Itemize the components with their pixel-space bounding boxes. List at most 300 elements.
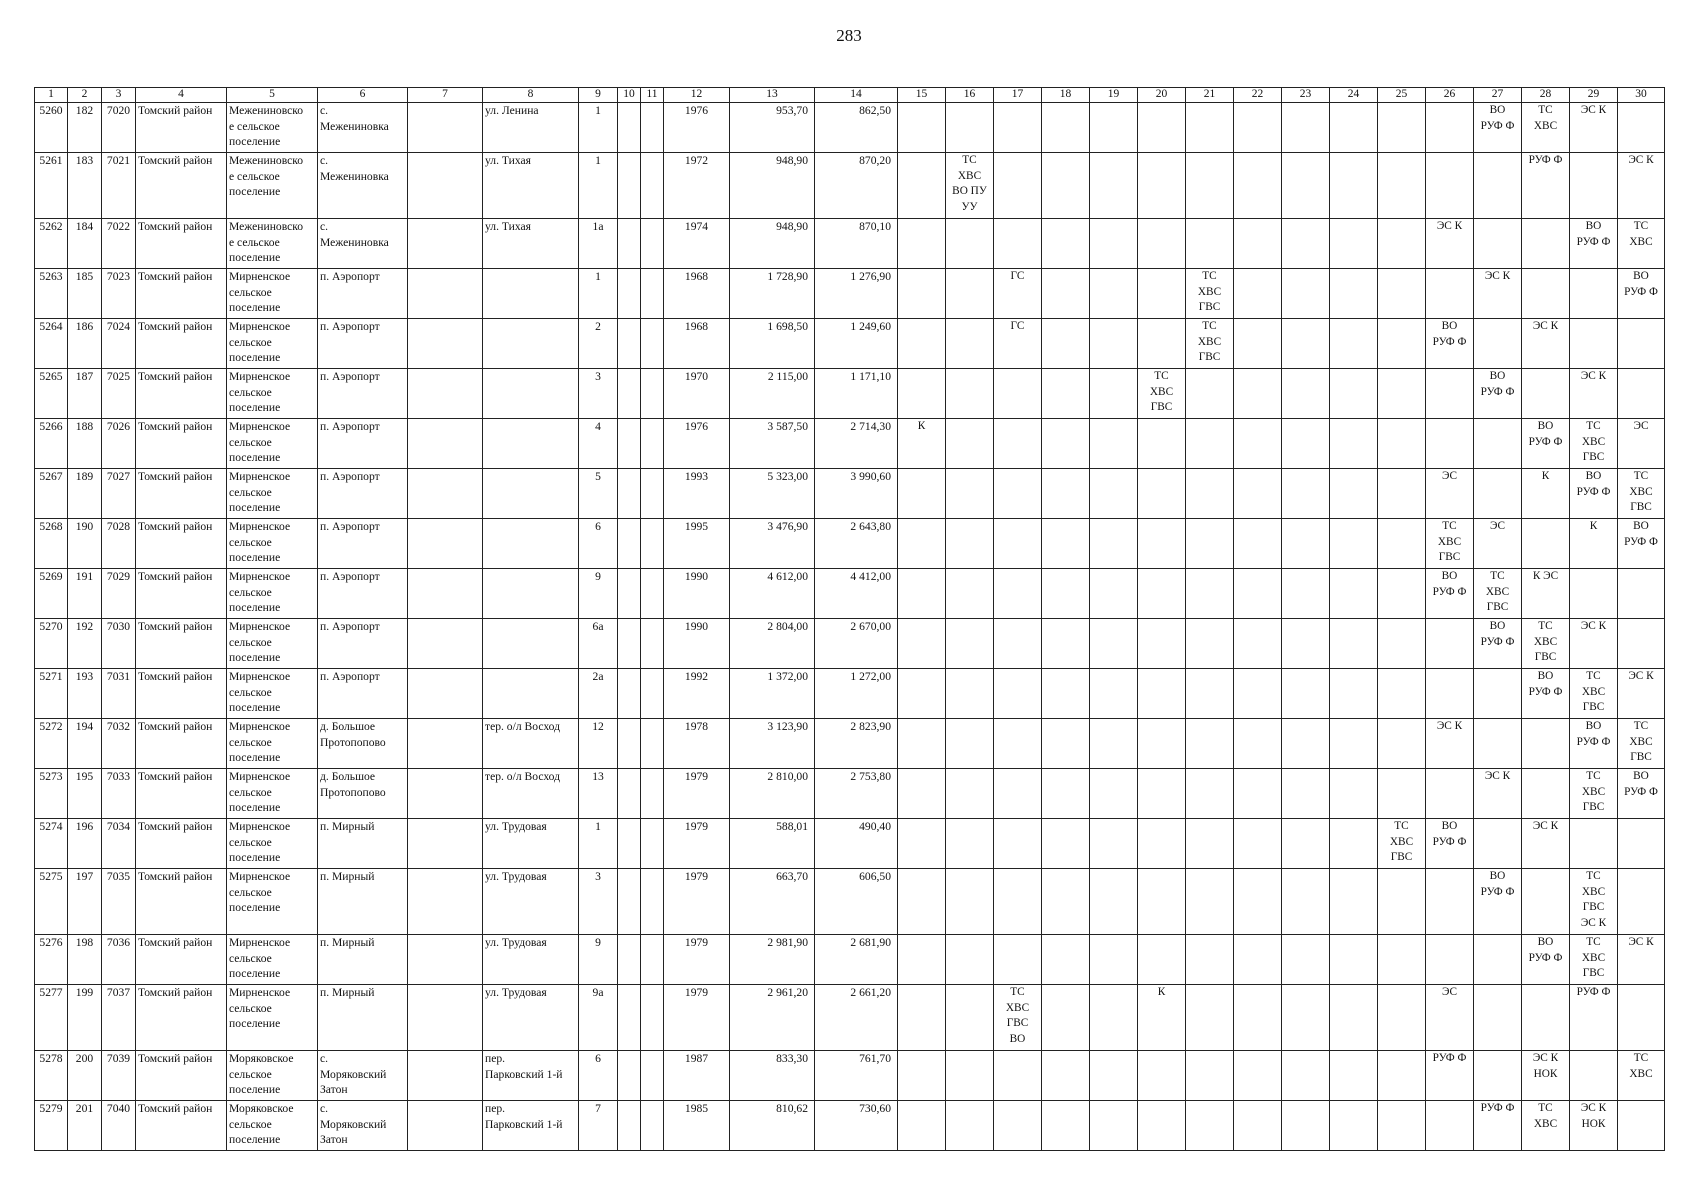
cell-col-24 xyxy=(1330,1051,1378,1101)
cell-col-8: ул. Тихая xyxy=(483,219,579,269)
cell-col-30 xyxy=(1618,369,1665,419)
cell-col-5: Мирненское сельское поселение xyxy=(227,469,318,519)
cell-col-1: 5275 xyxy=(35,869,68,935)
cell-col-17 xyxy=(994,935,1042,985)
cell-col-7 xyxy=(408,985,483,1051)
cell-col-29: ВО РУФ Ф xyxy=(1570,469,1618,519)
cell-col-18 xyxy=(1042,219,1090,269)
cell-col-5: Мирненское сельское поселение xyxy=(227,869,318,935)
cell-col-11 xyxy=(641,719,664,769)
cell-col-16 xyxy=(946,935,994,985)
cell-col-30 xyxy=(1618,985,1665,1051)
cell-col-5: Мирненское сельское поселение xyxy=(227,569,318,619)
cell-col-26: РУФ Ф xyxy=(1426,1051,1474,1101)
cell-col-4: Томский район xyxy=(136,419,227,469)
cell-col-15 xyxy=(898,869,946,935)
cell-col-22 xyxy=(1234,269,1282,319)
cell-col-10 xyxy=(618,669,641,719)
cell-col-13: 2 981,90 xyxy=(730,935,815,985)
cell-col-10 xyxy=(618,569,641,619)
cell-col-4: Томский район xyxy=(136,935,227,985)
cell-col-21 xyxy=(1186,419,1234,469)
cell-col-21 xyxy=(1186,769,1234,819)
cell-col-12: 1968 xyxy=(664,269,730,319)
cell-col-28 xyxy=(1522,219,1570,269)
column-header-20: 20 xyxy=(1138,88,1186,103)
cell-col-17 xyxy=(994,719,1042,769)
column-header-11: 11 xyxy=(641,88,664,103)
cell-col-13: 3 587,50 xyxy=(730,419,815,469)
column-header-6: 6 xyxy=(318,88,408,103)
cell-col-22 xyxy=(1234,985,1282,1051)
cell-col-20 xyxy=(1138,619,1186,669)
cell-col-27: ЭС К xyxy=(1474,769,1522,819)
cell-col-4: Томский район xyxy=(136,369,227,419)
cell-col-16 xyxy=(946,1051,994,1101)
cell-col-4: Томский район xyxy=(136,219,227,269)
cell-col-3: 7032 xyxy=(102,719,136,769)
cell-col-14: 761,70 xyxy=(815,1051,898,1101)
cell-col-4: Томский район xyxy=(136,1051,227,1101)
column-header-23: 23 xyxy=(1282,88,1330,103)
cell-col-6: п. Мирный xyxy=(318,935,408,985)
cell-col-19 xyxy=(1090,1051,1138,1101)
cell-col-8: пер. Парковский 1-й xyxy=(483,1051,579,1101)
cell-col-24 xyxy=(1330,819,1378,869)
cell-col-10 xyxy=(618,103,641,153)
cell-col-7 xyxy=(408,103,483,153)
cell-col-7 xyxy=(408,319,483,369)
cell-col-20: К xyxy=(1138,985,1186,1051)
cell-col-6: п. Мирный xyxy=(318,869,408,935)
cell-col-22 xyxy=(1234,1101,1282,1151)
cell-col-23 xyxy=(1282,219,1330,269)
cell-col-1: 5260 xyxy=(35,103,68,153)
cell-col-23 xyxy=(1282,269,1330,319)
cell-col-27 xyxy=(1474,153,1522,219)
cell-col-17 xyxy=(994,219,1042,269)
cell-col-23 xyxy=(1282,719,1330,769)
cell-col-13: 5 323,00 xyxy=(730,469,815,519)
cell-col-24 xyxy=(1330,985,1378,1051)
cell-col-17 xyxy=(994,669,1042,719)
cell-col-8 xyxy=(483,469,579,519)
cell-col-12: 1979 xyxy=(664,935,730,985)
cell-col-3: 7040 xyxy=(102,1101,136,1151)
cell-col-23 xyxy=(1282,569,1330,619)
cell-col-5: Межениновско е сельское поселение xyxy=(227,153,318,219)
cell-col-2: 182 xyxy=(68,103,102,153)
cell-col-14: 862,50 xyxy=(815,103,898,153)
cell-col-2: 187 xyxy=(68,369,102,419)
cell-col-19 xyxy=(1090,769,1138,819)
cell-col-30: ТС ХВС ГВС xyxy=(1618,719,1665,769)
cell-col-13: 948,90 xyxy=(730,153,815,219)
cell-col-1: 5278 xyxy=(35,1051,68,1101)
table-row xyxy=(35,219,1665,269)
table-row xyxy=(35,769,1665,819)
cell-col-15 xyxy=(898,1051,946,1101)
cell-col-30 xyxy=(1618,619,1665,669)
cell-col-30 xyxy=(1618,1101,1665,1151)
cell-col-8: ул. Ленина xyxy=(483,103,579,153)
cell-col-5: Мирненское сельское поселение xyxy=(227,719,318,769)
cell-col-6: п. Аэропорт xyxy=(318,569,408,619)
cell-col-27 xyxy=(1474,219,1522,269)
cell-col-2: 185 xyxy=(68,269,102,319)
cell-col-24 xyxy=(1330,935,1378,985)
cell-col-19 xyxy=(1090,569,1138,619)
cell-col-14: 2 661,20 xyxy=(815,985,898,1051)
cell-col-15 xyxy=(898,319,946,369)
cell-col-26: ЭС xyxy=(1426,985,1474,1051)
cell-col-15 xyxy=(898,1101,946,1151)
cell-col-23 xyxy=(1282,985,1330,1051)
cell-col-8: ул. Трудовая xyxy=(483,985,579,1051)
column-header-10: 10 xyxy=(618,88,641,103)
cell-col-27 xyxy=(1474,419,1522,469)
cell-col-7 xyxy=(408,669,483,719)
cell-col-28: ВО РУФ Ф xyxy=(1522,669,1570,719)
cell-col-28 xyxy=(1522,719,1570,769)
cell-col-28: ТС ХВС ГВС xyxy=(1522,619,1570,669)
cell-col-2: 198 xyxy=(68,935,102,985)
cell-col-7 xyxy=(408,619,483,669)
cell-col-28: К xyxy=(1522,469,1570,519)
cell-col-18 xyxy=(1042,369,1090,419)
cell-col-22 xyxy=(1234,619,1282,669)
cell-col-6: п. Мирный xyxy=(318,985,408,1051)
cell-col-30: ЭС К xyxy=(1618,153,1665,219)
cell-col-1: 5271 xyxy=(35,669,68,719)
cell-col-5: Мирненское сельское поселение xyxy=(227,769,318,819)
cell-col-22 xyxy=(1234,869,1282,935)
cell-col-14: 4 412,00 xyxy=(815,569,898,619)
cell-col-26 xyxy=(1426,769,1474,819)
cell-col-12: 1979 xyxy=(664,869,730,935)
cell-col-3: 7029 xyxy=(102,569,136,619)
cell-col-20 xyxy=(1138,869,1186,935)
cell-col-2: 195 xyxy=(68,769,102,819)
cell-col-17 xyxy=(994,869,1042,935)
cell-col-27: ВО РУФ Ф xyxy=(1474,369,1522,419)
cell-col-6: п. Аэропорт xyxy=(318,369,408,419)
table-body xyxy=(35,103,1665,1151)
cell-col-14: 870,10 xyxy=(815,219,898,269)
cell-col-21 xyxy=(1186,569,1234,619)
cell-col-10 xyxy=(618,1051,641,1101)
cell-col-9: 4 xyxy=(579,419,618,469)
cell-col-10 xyxy=(618,1101,641,1151)
cell-col-27 xyxy=(1474,935,1522,985)
cell-col-22 xyxy=(1234,819,1282,869)
cell-col-13: 2 961,20 xyxy=(730,985,815,1051)
cell-col-19 xyxy=(1090,619,1138,669)
cell-col-20 xyxy=(1138,819,1186,869)
cell-col-19 xyxy=(1090,519,1138,569)
cell-col-26: ТС ХВС ГВС xyxy=(1426,519,1474,569)
cell-col-25 xyxy=(1378,1101,1426,1151)
column-header-3: 3 xyxy=(102,88,136,103)
cell-col-13: 663,70 xyxy=(730,869,815,935)
cell-col-10 xyxy=(618,369,641,419)
table-row xyxy=(35,153,1665,219)
cell-col-14: 1 276,90 xyxy=(815,269,898,319)
cell-col-14: 730,60 xyxy=(815,1101,898,1151)
cell-col-13: 953,70 xyxy=(730,103,815,153)
cell-col-28: ЭС К НОК xyxy=(1522,1051,1570,1101)
cell-col-3: 7026 xyxy=(102,419,136,469)
cell-col-23 xyxy=(1282,935,1330,985)
cell-col-24 xyxy=(1330,1101,1378,1151)
cell-col-25 xyxy=(1378,219,1426,269)
cell-col-1: 5272 xyxy=(35,719,68,769)
cell-col-6: п. Аэропорт xyxy=(318,319,408,369)
cell-col-2: 200 xyxy=(68,1051,102,1101)
cell-col-9: 2а xyxy=(579,669,618,719)
cell-col-20: ТС ХВС ГВС xyxy=(1138,369,1186,419)
cell-col-11 xyxy=(641,569,664,619)
cell-col-23 xyxy=(1282,1101,1330,1151)
cell-col-9: 1 xyxy=(579,269,618,319)
cell-col-6: с. Моряковский Затон xyxy=(318,1051,408,1101)
cell-col-7 xyxy=(408,935,483,985)
column-header-27: 27 xyxy=(1474,88,1522,103)
cell-col-21 xyxy=(1186,669,1234,719)
cell-col-13: 1 698,50 xyxy=(730,319,815,369)
cell-col-16 xyxy=(946,1101,994,1151)
cell-col-18 xyxy=(1042,985,1090,1051)
cell-col-12: 1979 xyxy=(664,819,730,869)
cell-col-12: 1979 xyxy=(664,769,730,819)
cell-col-20 xyxy=(1138,319,1186,369)
cell-col-11 xyxy=(641,819,664,869)
cell-col-3: 7035 xyxy=(102,869,136,935)
cell-col-24 xyxy=(1330,103,1378,153)
cell-col-16 xyxy=(946,719,994,769)
cell-col-19 xyxy=(1090,985,1138,1051)
register-table-container xyxy=(34,87,1665,1151)
cell-col-8 xyxy=(483,619,579,669)
cell-col-1: 5267 xyxy=(35,469,68,519)
cell-col-22 xyxy=(1234,719,1282,769)
cell-col-14: 2 823,90 xyxy=(815,719,898,769)
cell-col-20 xyxy=(1138,519,1186,569)
cell-col-2: 190 xyxy=(68,519,102,569)
cell-col-23 xyxy=(1282,153,1330,219)
cell-col-24 xyxy=(1330,369,1378,419)
cell-col-23 xyxy=(1282,469,1330,519)
cell-col-11 xyxy=(641,153,664,219)
column-header-8: 8 xyxy=(483,88,579,103)
cell-col-25: ТС ХВС ГВС xyxy=(1378,819,1426,869)
cell-col-29: ТС ХВС ГВС xyxy=(1570,419,1618,469)
cell-col-22 xyxy=(1234,519,1282,569)
cell-col-26: ВО РУФ Ф xyxy=(1426,819,1474,869)
cell-col-4: Томский район xyxy=(136,985,227,1051)
cell-col-30: ВО РУФ Ф xyxy=(1618,769,1665,819)
cell-col-20 xyxy=(1138,935,1186,985)
cell-col-18 xyxy=(1042,153,1090,219)
cell-col-27: РУФ Ф xyxy=(1474,1101,1522,1151)
cell-col-29: ТС ХВС ГВС ЭС К xyxy=(1570,869,1618,935)
cell-col-8: ул. Тихая xyxy=(483,153,579,219)
cell-col-14: 870,20 xyxy=(815,153,898,219)
cell-col-14: 490,40 xyxy=(815,819,898,869)
cell-col-28 xyxy=(1522,985,1570,1051)
cell-col-4: Томский район xyxy=(136,619,227,669)
cell-col-5: Мирненское сельское поселение xyxy=(227,669,318,719)
cell-col-14: 606,50 xyxy=(815,869,898,935)
cell-col-14: 2 714,30 xyxy=(815,419,898,469)
cell-col-27: ВО РУФ Ф xyxy=(1474,869,1522,935)
cell-col-27 xyxy=(1474,319,1522,369)
cell-col-13: 4 612,00 xyxy=(730,569,815,619)
cell-col-18 xyxy=(1042,569,1090,619)
cell-col-28: ЭС К xyxy=(1522,319,1570,369)
cell-col-30 xyxy=(1618,569,1665,619)
cell-col-19 xyxy=(1090,469,1138,519)
cell-col-27: ВО РУФ Ф xyxy=(1474,103,1522,153)
table-row xyxy=(35,719,1665,769)
cell-col-9: 9 xyxy=(579,569,618,619)
cell-col-2: 194 xyxy=(68,719,102,769)
table-row xyxy=(35,669,1665,719)
cell-col-26 xyxy=(1426,619,1474,669)
cell-col-5: Межениновско е сельское поселение xyxy=(227,219,318,269)
cell-col-23 xyxy=(1282,869,1330,935)
register-table xyxy=(34,87,1665,1151)
cell-col-4: Томский район xyxy=(136,819,227,869)
cell-col-17 xyxy=(994,103,1042,153)
cell-col-9: 1а xyxy=(579,219,618,269)
cell-col-25 xyxy=(1378,103,1426,153)
cell-col-25 xyxy=(1378,935,1426,985)
table-row xyxy=(35,869,1665,935)
cell-col-6: с. Межениновка xyxy=(318,153,408,219)
cell-col-29: ЭС К НОК xyxy=(1570,1101,1618,1151)
cell-col-12: 1992 xyxy=(664,669,730,719)
cell-col-15 xyxy=(898,103,946,153)
cell-col-7 xyxy=(408,569,483,619)
cell-col-29: РУФ Ф xyxy=(1570,985,1618,1051)
cell-col-3: 7024 xyxy=(102,319,136,369)
cell-col-5: Мирненское сельское поселение xyxy=(227,985,318,1051)
cell-col-12: 1995 xyxy=(664,519,730,569)
cell-col-25 xyxy=(1378,419,1426,469)
cell-col-7 xyxy=(408,369,483,419)
cell-col-10 xyxy=(618,985,641,1051)
cell-col-6: с. Межениновка xyxy=(318,103,408,153)
cell-col-1: 5268 xyxy=(35,519,68,569)
table-row xyxy=(35,985,1665,1051)
cell-col-11 xyxy=(641,619,664,669)
cell-col-13: 1 372,00 xyxy=(730,669,815,719)
table-row xyxy=(35,619,1665,669)
cell-col-10 xyxy=(618,819,641,869)
cell-col-8 xyxy=(483,569,579,619)
cell-col-24 xyxy=(1330,469,1378,519)
table-row xyxy=(35,319,1665,369)
cell-col-4: Томский район xyxy=(136,719,227,769)
cell-col-15 xyxy=(898,985,946,1051)
cell-col-25 xyxy=(1378,1051,1426,1101)
table-row xyxy=(35,419,1665,469)
cell-col-28: ТС ХВС xyxy=(1522,1101,1570,1151)
cell-col-4: Томский район xyxy=(136,469,227,519)
cell-col-11 xyxy=(641,669,664,719)
cell-col-29: ТС ХВС ГВС xyxy=(1570,669,1618,719)
cell-col-21 xyxy=(1186,719,1234,769)
cell-col-26 xyxy=(1426,669,1474,719)
cell-col-20 xyxy=(1138,419,1186,469)
cell-col-30: ВО РУФ Ф xyxy=(1618,269,1665,319)
cell-col-5: Межениновско е сельское поселение xyxy=(227,103,318,153)
cell-col-14: 2 643,80 xyxy=(815,519,898,569)
cell-col-3: 7033 xyxy=(102,769,136,819)
cell-col-20 xyxy=(1138,769,1186,819)
cell-col-2: 183 xyxy=(68,153,102,219)
cell-col-24 xyxy=(1330,153,1378,219)
cell-col-27 xyxy=(1474,819,1522,869)
cell-col-3: 7028 xyxy=(102,519,136,569)
cell-col-16 xyxy=(946,769,994,819)
column-header-16: 16 xyxy=(946,88,994,103)
cell-col-19 xyxy=(1090,1101,1138,1151)
cell-col-15 xyxy=(898,469,946,519)
cell-col-7 xyxy=(408,419,483,469)
cell-col-30: ЭС К xyxy=(1618,669,1665,719)
cell-col-17 xyxy=(994,769,1042,819)
cell-col-5: Мирненское сельское поселение xyxy=(227,519,318,569)
cell-col-3: 7037 xyxy=(102,985,136,1051)
cell-col-16 xyxy=(946,369,994,419)
cell-col-11 xyxy=(641,1101,664,1151)
cell-col-9: 9а xyxy=(579,985,618,1051)
cell-col-19 xyxy=(1090,419,1138,469)
cell-col-18 xyxy=(1042,669,1090,719)
cell-col-30 xyxy=(1618,869,1665,935)
column-header-1: 1 xyxy=(35,88,68,103)
cell-col-12: 1974 xyxy=(664,219,730,269)
cell-col-9: 7 xyxy=(579,1101,618,1151)
column-header-5: 5 xyxy=(227,88,318,103)
cell-col-12: 1990 xyxy=(664,569,730,619)
cell-col-21 xyxy=(1186,935,1234,985)
cell-col-25 xyxy=(1378,769,1426,819)
cell-col-3: 7020 xyxy=(102,103,136,153)
cell-col-15: К xyxy=(898,419,946,469)
cell-col-7 xyxy=(408,719,483,769)
cell-col-15 xyxy=(898,153,946,219)
cell-col-9: 9 xyxy=(579,935,618,985)
cell-col-21 xyxy=(1186,219,1234,269)
cell-col-20 xyxy=(1138,1101,1186,1151)
cell-col-19 xyxy=(1090,935,1138,985)
cell-col-18 xyxy=(1042,519,1090,569)
cell-col-16 xyxy=(946,319,994,369)
cell-col-13: 2 804,00 xyxy=(730,619,815,669)
column-header-17: 17 xyxy=(994,88,1042,103)
cell-col-30: ТС ХВС ГВС xyxy=(1618,469,1665,519)
cell-col-23 xyxy=(1282,619,1330,669)
cell-col-25 xyxy=(1378,369,1426,419)
cell-col-7 xyxy=(408,1101,483,1151)
cell-col-13: 588,01 xyxy=(730,819,815,869)
cell-col-17 xyxy=(994,369,1042,419)
cell-col-1: 5277 xyxy=(35,985,68,1051)
cell-col-30: ТС ХВС xyxy=(1618,1051,1665,1101)
